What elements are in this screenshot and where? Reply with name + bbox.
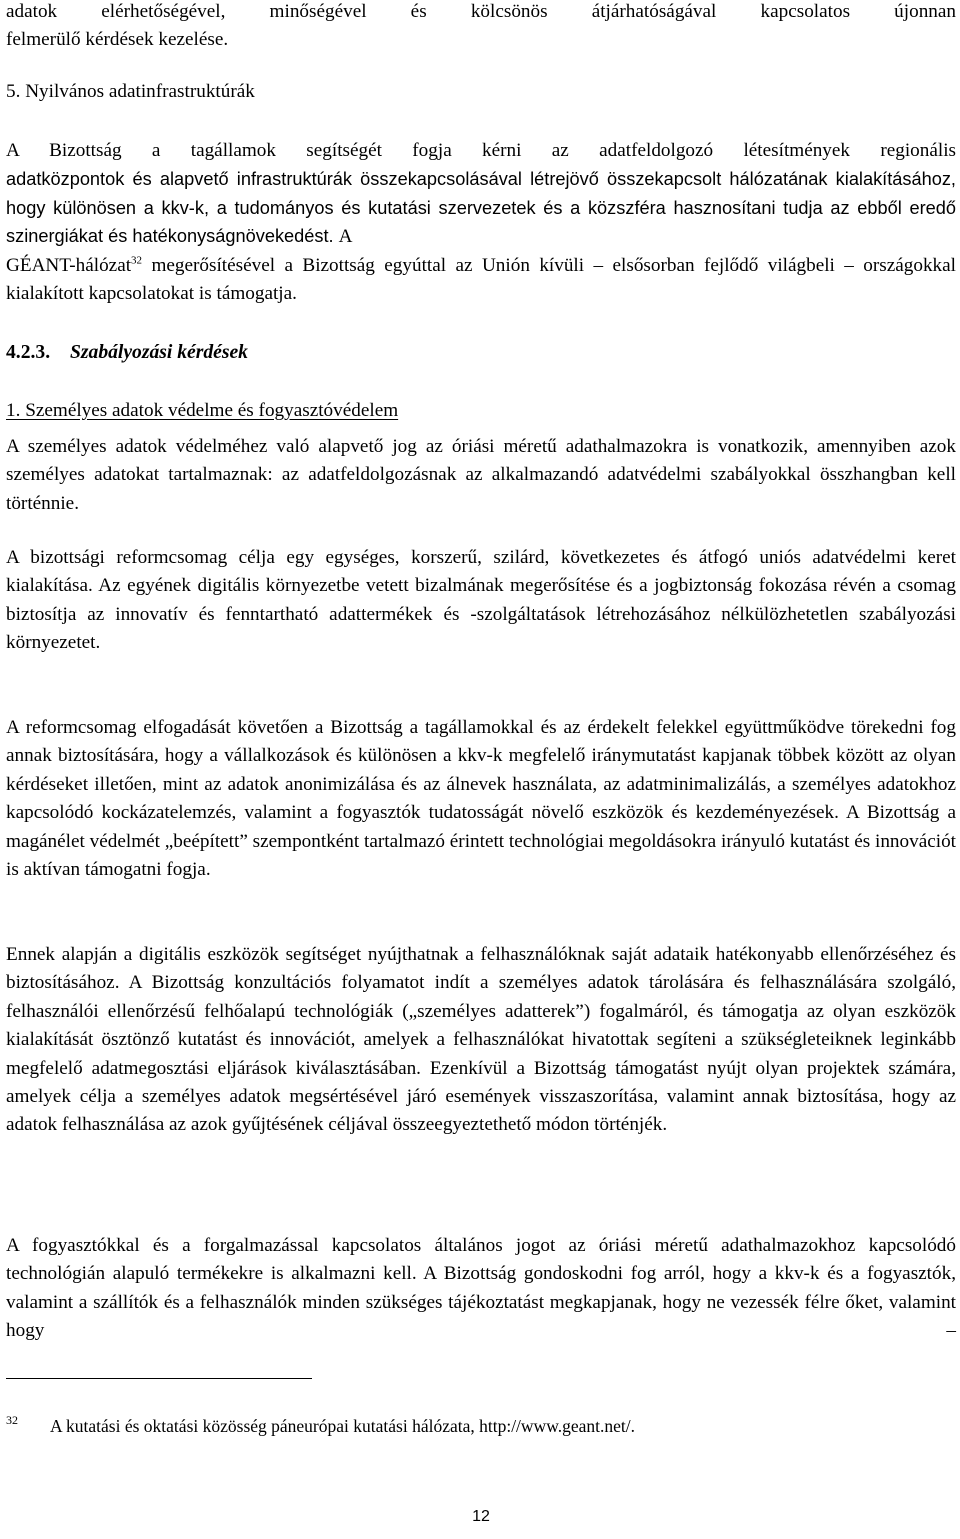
- topic-heading-text: 1. Személyes adatok védelme és fogyasztóvédelem: [6, 400, 399, 421]
- section5-paragraph: [6, 137, 956, 308]
- text-line: adatok elérhetőségével, minőségével és kölcsönös átjárhatóságával kapcsolatos újonnan: [6, 1, 956, 22]
- paragraph-tail-c: megerősítésével a Bizottság egyúttal az Unión kívüli – elsősorban fejlődő világbeli – országokkal kialakított kapcsolatokat is támogatja.: [6, 254, 956, 305]
- section-heading-text: 5. Nyilvános adatinfrastruktúrák: [6, 81, 255, 102]
- footnote-text: A kutatási és oktatási közösség páneurópai kutatási hálózata, http://www.geant.net/.: [50, 1416, 635, 1436]
- subsection-heading: [6, 339, 956, 367]
- subsection-title: Szabályozási kérdések: [70, 342, 248, 363]
- paragraph-text: A reformcsomag elfogadását követően a Bizottság a tagállamokkal és az érdekelt felekkel együttműködve törekedni fog annak biztosítására, hogy a vállalkozások és különösen a kkv-k megfelelő iránymutatást kapjanak többek között az olyan kérdéseket illetően, mint az adatok anonimizálása és az álnevek használata, az adatminimalizálás, a személyes adatokhoz kapcsolódó kockázatelemzés, valamint a fogyasztók tudatosságát növelő eszközök és kezdeményezések. A Bizottság a magánélet védelmét „beépített” szempontként tartalmazó érintett technológiai megoldásokra irányuló kutatást és innovációt is aktívan támogatni fogja.: [6, 717, 956, 881]
- paragraph-text: A fogyasztókkal és a forgalmazással kapcsolatos általános jogot az óriási méretű adathalmazokhoz kapcsolódó technológián alapuló termékekre is alkalmazni kell. A Bizottság gondoskodni fog arról, hogy a kkv-k és a fogyasztók, valamint a szállítók és a felhasználók minden szükséges tájékoztatást megkapjanak, hogy ne vezessék félre őket, valamint hogy –: [6, 1235, 956, 1342]
- footnote-separator: [6, 1378, 312, 1379]
- paragraph-2: [6, 544, 956, 658]
- text-line: felmerülő kérdések kezelése.: [6, 29, 229, 51]
- paragraph-3: [6, 714, 956, 884]
- paragraph-body: [6, 165, 956, 251]
- topic-heading: [6, 397, 956, 425]
- section-heading: [6, 78, 956, 106]
- paragraph-tail-a: A: [338, 226, 353, 248]
- footnote-number: 32: [6, 1413, 18, 1427]
- footnote-reference: 32: [131, 254, 143, 267]
- paragraph-tail-b: GÉANT-hálózat: [6, 254, 132, 276]
- paragraph-text: Ennek alapján a digitális eszközök segítséget nyújthatnak a felhasználóknak saját adataik hatékonyabb ellenőrzéséhez és biztosításához. A Bizottság konzultációs folyamatot indít a személyes adatok tárolására és felhasználására szolgáló, felhasználói ellenőrzésű felhőalapú technológiák („személyes adatterek”) fogalmáról, és támogatja az olyan eszközök kialakítását ösztönző kutatást és innovációt, amelyek a felhasználókat hivatottak segíteni a szükségleteiknek leginkább megfelelő adatmegosztási eljárások kiválasztásában. Ezenkívül a Bizottság támogatást nyújt olyan projektek számára, amelyek célja a személyes adatok megsértésével járó események visszaszorítása, valamint annak biztosítása, hogy az adatok felhasználása az azok gyűjtésének céljával összeegyeztethető módon történjék.: [6, 944, 956, 1136]
- paragraph-tail: [6, 252, 956, 309]
- page-number: 12: [472, 1508, 490, 1525]
- paragraph-first-line: A Bizottság a tagállamok segítségét fogja kérni az adatfeldolgozó létesítmények regionális: [6, 140, 956, 161]
- paragraph-4: [6, 941, 956, 1140]
- paragraph-text: A bizottsági reformcsomag célja egy egységes, korszerű, szilárd, következetes és átfogó uniós adatvédelmi keret kialakítása. Az egyének digitális környezetbe vetett bizalmának megerősítése és a jogbiztonság fokozása révén a csomag biztosítja az innovatív és fenntartható adattermékek és -szolgáltatások létrehozásához nélkülözhetetlen szabályozási környezetet.: [6, 547, 956, 654]
- paragraph-1: [6, 433, 956, 518]
- continuation-paragraph: [6, 0, 956, 55]
- paragraph-sans-text: adatközpontok és alapvető infrastruktúrák összekapcsolásával létrejövő összekapcsolt hálózatának kialakításához, hogy különösen a kkv-k, a tudományos és kutatási szervezetek és a közszféra hasznosítani tudja az ebből eredő szinergiákat és hatékonyságnövekedést.: [6, 169, 956, 247]
- subsection-number: 4.2.3.: [6, 342, 51, 363]
- paragraph-5: [6, 1232, 956, 1346]
- paragraph-text: A személyes adatok védelméhez való alapvető jog az óriási méretű adathalmazokra is vonatkozik, amennyiben azok személyes adatokat tartalmaznak: az adatfeldolgozásnak az alkalmazandó adatvédelmi szabályokkal összhangban kell történnie.: [6, 436, 956, 514]
